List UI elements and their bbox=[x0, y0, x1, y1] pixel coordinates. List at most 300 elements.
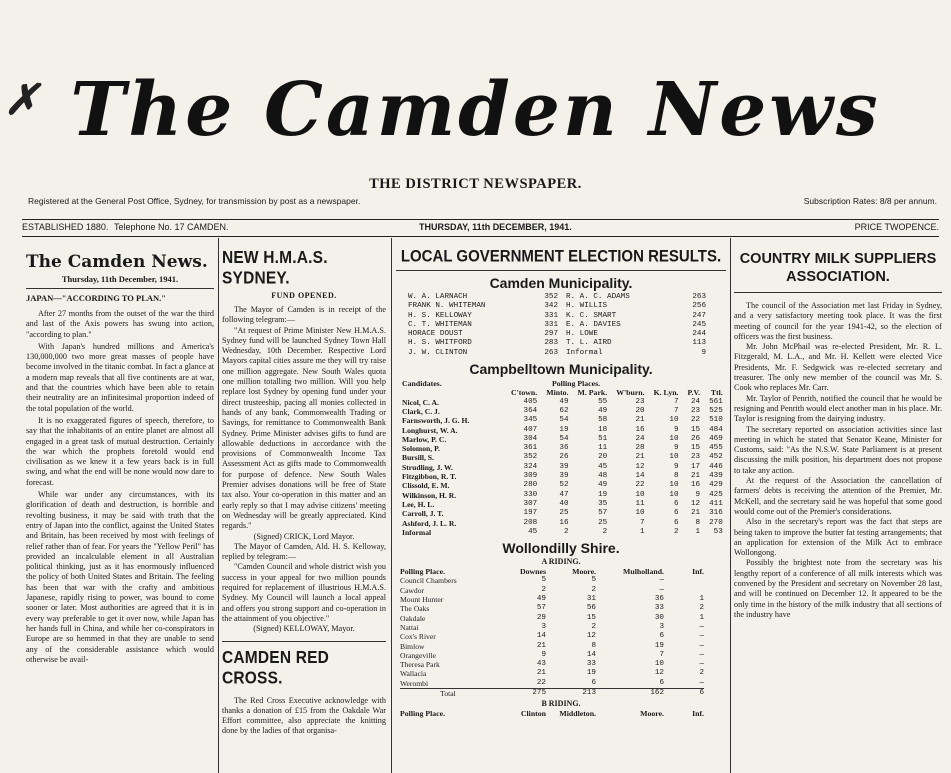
table-cell: 20 bbox=[598, 453, 608, 462]
table-cell: 304 bbox=[523, 434, 538, 443]
table-cell: 10 bbox=[669, 416, 679, 425]
paragraph: While war under any circumstances, with its glorification of death and destruction, is horrible and revolting business, it may be said with truth that the entry of Japan into the conflict, against the United States and Britain, has been received by most with feelings of relief rather than of fear. For years the "Yellow Peril" has provided an incalculable element in all Australian political thinking, just as it has enormously influenced the policy of both United States and Britain. The feeling has been that war with the crafty and ambitious Japanese, rapidly rising to power, was bound to come sooner or later. Most authorities are agreed that it is in every way preferable to get it over now, while Japan has her hands full in China, and while her co-conspirators in Europe are so hemmed in that they are unable to send any of the considerable assistance which would otherwise be avail- bbox=[26, 490, 214, 664]
column-header: Inf. bbox=[692, 709, 704, 719]
table-cell: 25 bbox=[559, 509, 569, 518]
paragraph: The secretary reported on association activities since last meeting in which he stated that Senator Keane, Minister for Customs, said: "As the N.S.W. State Parliament is at present discussing the milk position, his department does not propose to take any action. bbox=[734, 424, 942, 475]
table-cell: 2 bbox=[602, 527, 608, 536]
telephone: Telephone No. 17 CAMDEN. bbox=[114, 222, 229, 232]
section-heading: Wollondilly Shire. bbox=[502, 540, 620, 557]
table-cell: 324 bbox=[523, 462, 538, 471]
section-heading: Campbelltown Municipality. bbox=[469, 361, 653, 378]
column-header: Downes bbox=[520, 567, 546, 577]
table-cell: 8 bbox=[673, 472, 679, 481]
table-row bbox=[400, 669, 704, 678]
table-cell: 49 bbox=[598, 406, 608, 415]
table-cell: 361 bbox=[523, 444, 538, 453]
table-cell: 10 bbox=[669, 434, 679, 443]
table-cell: 9 bbox=[673, 444, 679, 453]
table-cell: 21 bbox=[690, 509, 701, 518]
table-cell: 17 bbox=[690, 462, 701, 471]
table-cell: 36 bbox=[654, 595, 664, 604]
table-row bbox=[408, 293, 706, 302]
table-row bbox=[402, 528, 723, 537]
table-row bbox=[408, 330, 706, 339]
dateline-bar bbox=[22, 221, 939, 235]
table-cell: 26 bbox=[559, 453, 569, 462]
divider bbox=[734, 292, 942, 293]
table-cell: 2 bbox=[541, 585, 546, 594]
table-cell: 452 bbox=[709, 453, 723, 462]
table-cell: 21 bbox=[690, 472, 701, 481]
table-cell: 19 bbox=[598, 490, 608, 499]
table-cell: 57 bbox=[536, 604, 546, 613]
table-cell: 5 bbox=[541, 576, 546, 585]
paragraph: The council of the Association met last Friday in Sydney, and a very satisfactory meeting took place. It was the first meeting of council for the year 1941-42, so the election of officers was the first business. bbox=[734, 301, 942, 341]
table-cell: 19 bbox=[559, 425, 569, 434]
table-cell: 10 bbox=[669, 481, 679, 490]
table-cell: 21 bbox=[635, 416, 645, 425]
column-divider bbox=[391, 238, 392, 773]
table-cell: 56 bbox=[586, 604, 596, 613]
table-cell: 1 bbox=[695, 527, 701, 536]
editorial-date: Thursday, 11th December, 1941. bbox=[61, 274, 179, 284]
table-cell: 263 bbox=[692, 293, 706, 301]
table-cell: 1 bbox=[699, 613, 704, 622]
table-cell: 6 bbox=[673, 499, 679, 508]
milk-suppliers-column bbox=[734, 242, 942, 620]
table-cell: 256 bbox=[692, 302, 706, 311]
table-cell: Nattai bbox=[400, 622, 419, 632]
table-cell: 11 bbox=[635, 499, 645, 508]
table-cell: 7 bbox=[673, 397, 679, 406]
table-cell: 21 bbox=[536, 641, 546, 650]
article-subhead: FUND OPENED. bbox=[271, 291, 337, 300]
table-cell: 8 bbox=[591, 641, 596, 650]
table-cell: 29 bbox=[536, 613, 546, 622]
table-cell: — bbox=[699, 678, 704, 687]
table-cell: 22 bbox=[635, 481, 645, 490]
divider bbox=[396, 270, 726, 271]
table-cell: 45 bbox=[598, 462, 608, 471]
table-row bbox=[402, 472, 723, 481]
table-row bbox=[402, 463, 723, 472]
campbelltown-results-table bbox=[402, 379, 723, 537]
table-cell: Cawdor bbox=[400, 585, 425, 595]
table-cell: 51 bbox=[598, 434, 608, 443]
paragraph: Possibly the brightest note from the secretary was his lengthy report of a conference of all milk interests which was convened by the President and secretary on November 28 last, and will be continued on December 12. It appeared to be the only time in the history of the milk industry that all sections of the industry have bbox=[734, 558, 942, 619]
column-header: Moore. bbox=[640, 709, 664, 719]
table-cell: 6 bbox=[664, 688, 704, 698]
column-header: Inf. bbox=[692, 567, 704, 577]
table-cell: 9 bbox=[541, 650, 546, 659]
table-cell: 1 bbox=[699, 595, 704, 604]
table-row bbox=[400, 576, 704, 585]
section-heading: Camden Municipality. bbox=[489, 275, 633, 291]
table-cell: H. S. WHITFORD bbox=[408, 339, 472, 348]
table-cell: 12 bbox=[635, 462, 645, 471]
table-cell: 45 bbox=[528, 527, 538, 536]
table-cell: Orangeville bbox=[400, 650, 436, 660]
table-cell: 39 bbox=[559, 462, 569, 471]
table-cell: 6 bbox=[591, 678, 596, 687]
table-cell: 16 bbox=[559, 518, 569, 527]
table-cell: 429 bbox=[709, 481, 723, 490]
table-cell: 58 bbox=[598, 416, 608, 425]
table-cell: 316 bbox=[709, 509, 723, 518]
table-cell: Lee, H. L. bbox=[402, 499, 435, 509]
table-cell: 19 bbox=[586, 669, 596, 678]
table-row bbox=[408, 339, 706, 348]
registration-notice: Registered at the General Post Office, Sydney, for transmission by post as a newspaper. bbox=[28, 196, 361, 206]
table-cell: 162 bbox=[596, 688, 664, 698]
signature: (Signed) CRICK, Lord Mayor. bbox=[253, 531, 355, 541]
table-cell: 31 bbox=[586, 595, 596, 604]
table-cell: Strudling, J. W. bbox=[402, 462, 453, 472]
column-header: Candidates. bbox=[402, 379, 442, 389]
table-cell: 364 bbox=[523, 406, 538, 415]
table-cell: H. LOWE bbox=[566, 330, 598, 339]
table-row bbox=[400, 614, 704, 623]
paragraph: Mr. John McPhail was re-elected President, Mr. R. L. Fitzgerald, M. L.A., and Mr. H. Kellett were elected Vice Presidents, Mr. F. Sedgwick was re-elected secretary and treasurer. The only new member of the council was Mr. S. Cook who replaces Mr. Carr. bbox=[734, 342, 942, 393]
table-cell: 2 bbox=[699, 669, 704, 678]
table-cell: 14 bbox=[586, 650, 596, 659]
table-cell: Oakdale bbox=[400, 613, 426, 623]
table-cell: 244 bbox=[692, 330, 706, 339]
subscription-rates: Subscription Rates: 8/8 per annum. bbox=[803, 196, 937, 206]
column-header: Polling Place. bbox=[400, 709, 446, 719]
table-cell: 283 bbox=[544, 339, 558, 348]
table-cell: 2 bbox=[591, 585, 596, 594]
table-cell: 15 bbox=[690, 425, 701, 434]
table-cell: 352 bbox=[544, 293, 558, 301]
table-cell: 455 bbox=[709, 444, 723, 453]
table-cell: 275 bbox=[496, 688, 546, 698]
column-header: Clinton bbox=[520, 709, 546, 719]
paragraph: The Red Cross Executive acknowledge with thanks a donation of £15 from the Oakdale War Effort committee, also appreciate the knitting done by the ladies of that organisa- bbox=[222, 695, 386, 736]
table-cell: 8 bbox=[695, 518, 701, 527]
table-cell: 6 bbox=[659, 632, 664, 641]
table-cell: 484 bbox=[709, 425, 723, 434]
divider bbox=[222, 641, 386, 642]
table-cell: 55 bbox=[598, 397, 608, 406]
table-cell: 405 bbox=[523, 397, 538, 406]
editorial-column bbox=[26, 242, 214, 665]
table-cell: 469 bbox=[709, 434, 723, 443]
paragraph: After 27 months from the outset of the war the third and last of the Axis powers has swung into action, "according to plan." bbox=[26, 309, 214, 339]
sydney-fund-column bbox=[222, 242, 386, 737]
table-cell: 24 bbox=[690, 397, 701, 406]
table-cell: — bbox=[659, 576, 664, 585]
wollondilly-results-table bbox=[400, 567, 704, 698]
table-cell: Longhurst, W. A. bbox=[402, 425, 458, 435]
table-cell: 36 bbox=[559, 444, 569, 453]
table-cell: H. S. KELLOWAY bbox=[408, 311, 472, 320]
table-cell: 53 bbox=[713, 527, 723, 536]
table-cell: 280 bbox=[523, 481, 538, 490]
table-cell: 25 bbox=[598, 518, 608, 527]
table-cell: 6 bbox=[673, 509, 679, 518]
table-cell: 48 bbox=[598, 472, 608, 481]
table-row bbox=[400, 651, 704, 660]
table-cell: Marlow, P. C. bbox=[402, 434, 447, 444]
table-row bbox=[400, 595, 704, 604]
paragraph: Also in the secretary's report was the fact that steps are being taken to improve the butter fat testing arrangements; that an application for extension of the Milk Act to embrace Wollongong. bbox=[734, 517, 942, 558]
paragraph: The Mayor of Camden, Ald. H. S. Kelloway, replied by telegram:— bbox=[222, 541, 386, 562]
column-header: Middleton. bbox=[559, 709, 596, 719]
table-cell: 57 bbox=[598, 509, 608, 518]
paragraph: Mr. Taylor of Penrith, notified the council that he would be resigning and Penrith would elect another man in his place. Mr. Taylor is resigning from the dairying industry. bbox=[734, 393, 942, 424]
editorial-masthead: The Camden News. bbox=[26, 252, 208, 272]
table-cell: 7 bbox=[673, 406, 679, 415]
article-headline: LOCAL GOVERNMENT ELECTION RESULTS. bbox=[400, 247, 722, 266]
table-cell: Bursill, S. bbox=[402, 453, 434, 463]
column-header: Mulholland. bbox=[623, 567, 664, 577]
table-cell: — bbox=[699, 650, 704, 659]
table-cell: 425 bbox=[709, 490, 723, 499]
table-row bbox=[402, 426, 723, 435]
table-cell: 247 bbox=[692, 311, 706, 320]
table-cell: 54 bbox=[559, 434, 569, 443]
table-cell bbox=[664, 586, 704, 595]
paragraph: With Japan's hundred millions and America's 130,000,000 two more great masses of people have become involved in the titanic combat. In fact a glance at a modern map reveals that all five continents are at war, and that the countries which have been able to retain their neutrality are an infinitesimal proportion indeed of the total population of the world. bbox=[26, 341, 214, 413]
table-cell: 20 bbox=[635, 406, 645, 415]
table-cell: E. A. DAVIES bbox=[566, 320, 621, 329]
table-cell: 6 bbox=[659, 678, 664, 687]
table-cell: 2 bbox=[563, 527, 569, 536]
table-cell: 54 bbox=[559, 416, 569, 425]
article-headline: CAMDEN RED CROSS. bbox=[222, 647, 330, 688]
column-header: M. Park. bbox=[577, 388, 608, 398]
riding-heading: A RIDING. bbox=[541, 557, 581, 567]
article-headline: COUNTRY MILK SUPPLIERS ASSOCIATION. bbox=[739, 251, 937, 285]
table-row bbox=[402, 398, 723, 407]
table-cell bbox=[664, 576, 704, 585]
column-header: Moore. bbox=[572, 567, 596, 577]
table-cell: 297 bbox=[544, 330, 558, 339]
table-cell: Wilkinson, H. R. bbox=[402, 490, 457, 500]
established: ESTABLISHED 1880. bbox=[22, 222, 109, 232]
table-cell: Informal bbox=[566, 348, 603, 357]
table-cell: 40 bbox=[559, 499, 569, 508]
table-cell: 30 bbox=[654, 613, 664, 622]
column-header: W'burn. bbox=[616, 388, 645, 398]
table-row bbox=[402, 407, 723, 416]
paragraph: "At request of Prime Minister New H.M.A.S. Sydney fund will be launched Sydney Town Hall Wednesday, 10th December. Respective Lord Mayors capital cities assure me they will try raise one million aggregate. New South Wales quota one million totalling two million. Will you help replace lost Sydney by opening fund under your direct trusteeship, pacing all monies collected in hands of any bank, Commonwealth Trading or Savings, for remittance to Commonwealth Bank Sydney. Prime Minister advises gifts to fund are allowable deductions in accordance with the provisions of Commonwealth Income Tax Assessment Act as gifts made to Commonwealth for purpose of defence. New South Wales Premier advises donations will be free of State tax also. Your co-operation in this matter and an early reply so that I may advise citizens' meeting on Wednesday will be greatly appreciated. Kind regards." bbox=[222, 325, 386, 531]
table-cell: 16 bbox=[635, 425, 645, 434]
table-cell: H. WILLIS bbox=[566, 302, 608, 311]
column-divider bbox=[730, 238, 731, 773]
paragraph: "Camden Council and whole district wish you success in your appeal for two million pounds required for replacement of illustrious H.M.A.S. Sydney. My Council will launch a local appeal and offers you strong support and co-operation in the attainment of you objective." bbox=[222, 562, 386, 623]
table-cell: 411 bbox=[709, 499, 723, 508]
table-cell: 330 bbox=[523, 490, 538, 499]
table-row bbox=[402, 491, 723, 500]
table-cell: 2 bbox=[673, 527, 679, 536]
table-cell: 12 bbox=[690, 499, 701, 508]
table-cell: 1 bbox=[640, 527, 645, 536]
table-cell: 28 bbox=[635, 444, 645, 453]
table-cell: 5 bbox=[591, 576, 596, 585]
table-cell: 7 bbox=[640, 518, 645, 527]
table-cell: Fitzgibbon, R. T. bbox=[402, 472, 457, 482]
table-cell: Clissold, E. M. bbox=[402, 481, 450, 491]
table-cell: 10 bbox=[635, 509, 645, 518]
table-cell: Cox's River bbox=[400, 632, 436, 642]
table-cell: Ashford, J. L. R. bbox=[402, 518, 457, 528]
table-cell: Solomon, P. bbox=[402, 444, 440, 454]
table-cell: J. W. CLINTON bbox=[408, 348, 468, 357]
table-cell: 9 bbox=[673, 425, 679, 434]
table-cell: HORACE DOUST bbox=[408, 330, 463, 339]
table-cell: 9 bbox=[701, 348, 706, 357]
issue-date: THURSDAY, 11th DECEMBER, 1941. bbox=[419, 222, 572, 232]
table-cell: Nicol, C. A. bbox=[402, 397, 439, 407]
table-cell: 245 bbox=[692, 320, 706, 329]
table-cell: — bbox=[699, 622, 704, 631]
table-cell: 2 bbox=[699, 604, 704, 613]
table-cell: 16 bbox=[690, 481, 701, 490]
table-cell: 9 bbox=[695, 490, 701, 499]
dateline-top-rule bbox=[22, 219, 939, 220]
table-cell: 10 bbox=[669, 490, 679, 499]
table-row bbox=[400, 632, 704, 641]
table-cell: 7 bbox=[659, 650, 664, 659]
column-divider bbox=[218, 238, 219, 773]
table-cell: Council Chambers bbox=[400, 576, 457, 586]
table-cell: 345 bbox=[523, 416, 538, 425]
masthead-subtitle: THE DISTRICT NEWSPAPER. bbox=[369, 176, 582, 192]
table-cell: 208 bbox=[523, 518, 538, 527]
wollondilly-b-header bbox=[400, 709, 704, 718]
table-cell: 407 bbox=[523, 425, 538, 434]
table-cell: 43 bbox=[536, 660, 546, 669]
table-row bbox=[408, 349, 706, 358]
table-row bbox=[402, 453, 723, 462]
table-row bbox=[402, 416, 723, 425]
table-cell: 22 bbox=[536, 678, 546, 687]
table-cell: 18 bbox=[598, 425, 608, 434]
column-header: Polling Places. bbox=[552, 379, 601, 389]
table-cell: 525 bbox=[709, 406, 723, 415]
paragraph: It is no exaggerated figures of speech, therefore, to say that the inhabitants of an entire planet are almost all engaged in a great task of mutual destruction. Certainly the war which the prophets foretold would end civilisation as we knew it a few years back is in full swing, and what the end will be none would now dare to forecast. bbox=[26, 415, 214, 487]
table-row bbox=[402, 435, 723, 444]
table-row bbox=[400, 604, 704, 613]
total-row bbox=[400, 688, 704, 698]
table-cell: Werombi bbox=[400, 678, 429, 688]
table-cell: 12 bbox=[586, 632, 596, 641]
table-cell: 352 bbox=[523, 453, 538, 462]
article-headline: NEW H.M.A.S. SYDNEY. bbox=[222, 248, 328, 289]
table-cell: 49 bbox=[559, 397, 569, 406]
table-cell: The Oaks bbox=[400, 604, 430, 614]
table-cell: 2 bbox=[591, 622, 596, 631]
table-row bbox=[400, 660, 704, 669]
table-row bbox=[408, 312, 706, 321]
table-row bbox=[400, 623, 704, 632]
table-cell: — bbox=[699, 632, 704, 641]
table-cell: 52 bbox=[559, 481, 569, 490]
table-cell: 24 bbox=[635, 434, 645, 443]
table-cell: 307 bbox=[523, 499, 538, 508]
table-cell: 33 bbox=[654, 604, 664, 613]
table-cell: 3 bbox=[659, 622, 664, 631]
column-header bbox=[402, 388, 502, 397]
table-cell: 439 bbox=[709, 472, 723, 481]
dateline-bottom-rule bbox=[22, 236, 939, 237]
column-header: Minto. bbox=[546, 388, 569, 398]
table-cell: 21 bbox=[536, 669, 546, 678]
table-cell: 10 bbox=[635, 490, 645, 499]
election-results-column bbox=[396, 242, 726, 719]
table-cell: 47 bbox=[559, 490, 569, 499]
table-cell: 19 bbox=[654, 641, 664, 650]
table-cell: 10 bbox=[669, 453, 679, 462]
table-row bbox=[402, 481, 723, 490]
table-cell: 26 bbox=[690, 434, 701, 443]
table-cell: 23 bbox=[635, 397, 645, 406]
masthead-title: The Camden News bbox=[70, 67, 881, 153]
table-cell: 15 bbox=[586, 613, 596, 622]
table-cell: 6 bbox=[673, 518, 679, 527]
table-cell: 12 bbox=[654, 669, 664, 678]
table-cell: 113 bbox=[692, 339, 706, 348]
table-cell: 9 bbox=[673, 462, 679, 471]
table-cell: 510 bbox=[709, 416, 723, 425]
column-header: P.V. bbox=[687, 388, 701, 398]
table-row bbox=[402, 519, 723, 528]
table-cell: 33 bbox=[586, 660, 596, 669]
table-cell: 39 bbox=[559, 472, 569, 481]
table-cell: Wallacia bbox=[400, 669, 427, 679]
table-cell: Carroll, J. T. bbox=[402, 509, 444, 519]
table-cell: 342 bbox=[544, 302, 558, 311]
table-cell: 213 bbox=[546, 688, 596, 698]
table-cell: W. A. LARNACH bbox=[408, 293, 468, 301]
table-cell: Theresa Park bbox=[400, 660, 440, 670]
table-cell: 21 bbox=[635, 453, 645, 462]
table-cell: T. L. AIRD bbox=[566, 339, 612, 348]
table-cell: 49 bbox=[598, 481, 608, 490]
table-cell: 35 bbox=[598, 499, 608, 508]
table-cell: 23 bbox=[690, 406, 701, 415]
table-cell: 331 bbox=[544, 320, 558, 329]
table-cell: FRANK N. WHITEMAN bbox=[408, 302, 486, 311]
table-cell: 49 bbox=[536, 595, 546, 604]
table-cell: Total bbox=[400, 688, 496, 698]
table-cell: — bbox=[659, 585, 664, 594]
table-cell: 270 bbox=[709, 518, 723, 527]
table-row bbox=[400, 642, 704, 651]
table-cell: — bbox=[699, 641, 704, 650]
table-cell: Bimlow bbox=[400, 641, 425, 651]
table-cell: 23 bbox=[690, 453, 701, 462]
table-cell: 3 bbox=[541, 622, 546, 631]
table-cell: K. C. SMART bbox=[566, 311, 617, 320]
table-cell: R. A. C. ADAMS bbox=[566, 293, 630, 301]
column-header: C'town. bbox=[511, 388, 538, 398]
table-cell: 309 bbox=[523, 472, 538, 481]
table-cell: — bbox=[699, 660, 704, 669]
table-cell: 14 bbox=[635, 472, 645, 481]
table-row bbox=[400, 679, 704, 689]
table-cell: 14 bbox=[536, 632, 546, 641]
signature: (Signed) KELLOWAY, Mayor. bbox=[253, 624, 355, 634]
table-row bbox=[402, 444, 723, 453]
divider bbox=[26, 288, 214, 289]
riding-heading: B RIDING. bbox=[541, 699, 581, 709]
paragraph: At the request of the Association the cancellation of farmers' debts is receiving the attention of the Premier, Mr. McKell, and the secretary said he was hopeful that some good would come out of the Premier's considerations. bbox=[734, 476, 942, 516]
table-cell: 62 bbox=[559, 406, 569, 415]
margin-ink-mark: ✗ bbox=[4, 78, 40, 124]
